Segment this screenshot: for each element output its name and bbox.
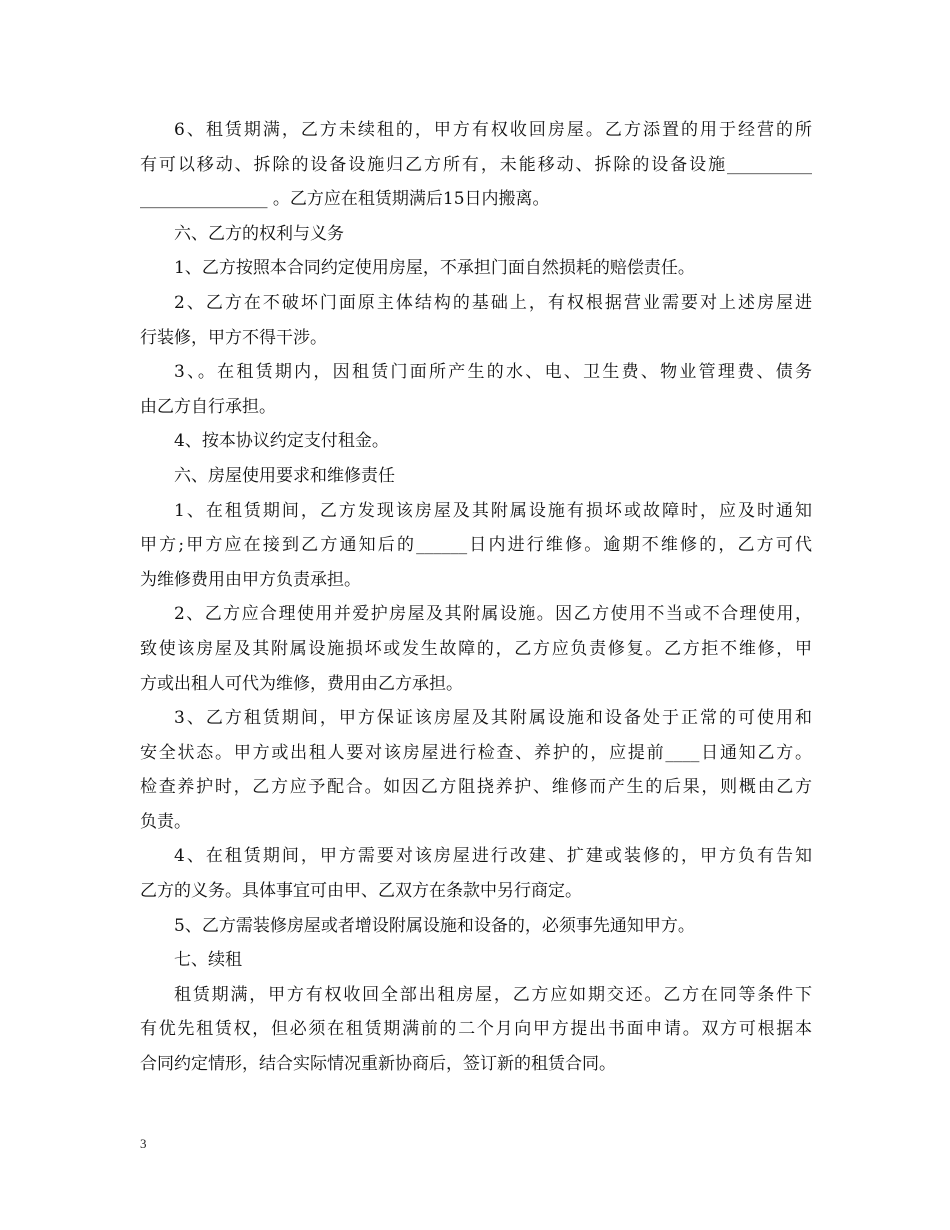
text-line: _______________ 。乙方应在租赁期满后15日内搬离。 xyxy=(140,189,550,210)
section-heading: 六、房屋使用要求和维修责任 xyxy=(174,465,395,486)
document-body xyxy=(140,113,812,1082)
text-line: 有可以移动、拆除的设备设施归乙方所有，未能移动、拆除的设备设施__________ xyxy=(140,154,812,175)
text-line: 3、。在租赁期内，因租赁门面所产生的水、电、卫生费、物业管理费、债务 xyxy=(174,362,812,383)
text-line: 有优先租赁权，但必须在租赁期满前的二个月向甲方提出书面申请。双方可根据本 xyxy=(140,1019,812,1040)
text-line: 合同约定情形，结合实际情况重新协商后，签订新的租赁合同。 xyxy=(140,1054,616,1075)
page-number: 3 xyxy=(140,1136,147,1151)
text-line: 4、按本协议约定支付租金。 xyxy=(174,431,389,452)
section-heading: 六、乙方的权利与义务 xyxy=(174,223,344,244)
text-line: 行装修，甲方不得干涉。 xyxy=(140,327,327,348)
text-line: 5、乙方需装修房屋或者增设附属设施和设备的，必须事先通知甲方。 xyxy=(174,915,695,936)
section-heading: 七、续租 xyxy=(174,950,242,971)
text-line: 1、乙方按照本合同约定使用房屋，不承担门面自然损耗的赔偿责任。 xyxy=(174,258,695,279)
text-line: 2、乙方应合理使用并爱护房屋及其附属设施。因乙方使用不当或不合理使用， xyxy=(174,604,812,625)
text-line: 方或出租人可代为维修，费用由乙方承担。 xyxy=(140,673,463,694)
text-line: 3、乙方租赁期间，甲方保证该房屋及其附属设施和设备处于正常的可使用和 xyxy=(174,708,812,729)
text-line: 2、乙方在不破坏门面原主体结构的基础上，有权根据营业需要对上述房屋进 xyxy=(174,292,812,313)
text-line: 1、在租赁期间，乙方发现该房屋及其附属设施有损坏或故障时，应及时通知 xyxy=(174,500,812,521)
text-line: 负责。 xyxy=(140,811,191,832)
text-line: 检查养护时，乙方应予配合。如因乙方阻挠养护、维修而产生的后果，则概由乙方 xyxy=(140,777,812,798)
text-line: 甲方;甲方应在接到乙方通知后的______日内进行维修。逾期不维修的，乙方可代 xyxy=(140,535,812,556)
text-line: 4、在租赁期间，甲方需要对该房屋进行改建、扩建或装修的，甲方负有告知 xyxy=(174,846,812,867)
text-line: 6、租赁期满，乙方未续租的，甲方有权收回房屋。乙方添置的用于经营的所 xyxy=(174,120,812,140)
text-line: 乙方的义务。具体事宜可由甲、乙双方在条款中另行商定。 xyxy=(140,881,582,902)
text-line: 为维修费用由甲方负责承担。 xyxy=(140,569,361,590)
text-line: 致使该房屋及其附属设施损坏或发生故障的，乙方应负责修复。乙方拒不维修，甲 xyxy=(140,638,812,659)
text-line: 由乙方自行承担。 xyxy=(140,396,276,417)
text-line: 安全状态。甲方或出租人要对该房屋进行检查、养护的，应提前____日通知乙方。 xyxy=(140,742,812,763)
text-line: 租赁期满，甲方有权收回全部出租房屋，乙方应如期交还。乙方在同等条件下 xyxy=(174,984,812,1005)
